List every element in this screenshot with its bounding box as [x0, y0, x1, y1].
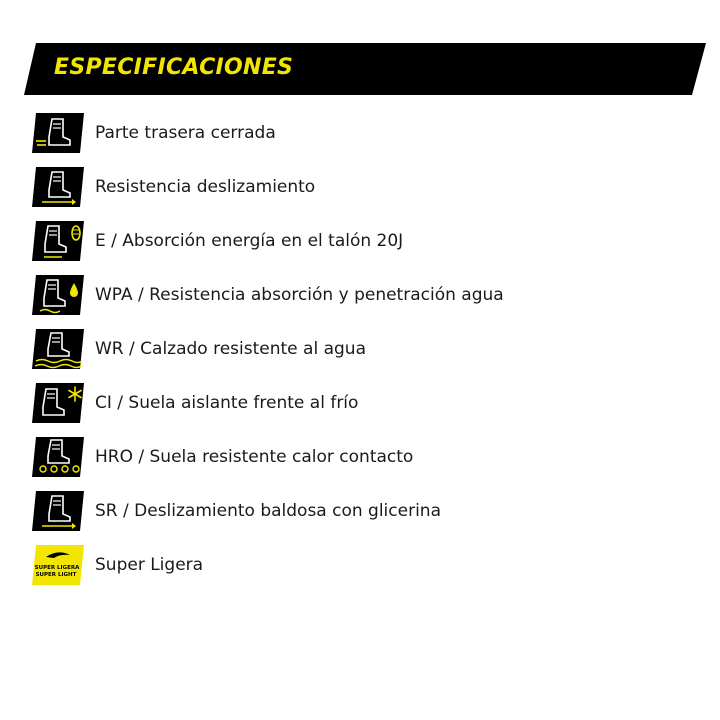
- spec-label: HRO / Suela resistente calor contacto: [95, 447, 414, 467]
- spec-label: Resistencia deslizamiento: [95, 177, 316, 197]
- spec-item-cold-insulation: [32, 383, 672, 423]
- heat-resistant-sole-icon: [32, 437, 84, 477]
- spec-label: WR / Calzado resistente al agua: [95, 339, 366, 359]
- spec-item-super-light: [32, 545, 672, 585]
- closed-back-boot-icon: [32, 113, 84, 153]
- water-penetration-icon: [32, 275, 84, 315]
- section-header: [24, 43, 706, 95]
- spec-item-heel-energy: [32, 221, 672, 261]
- spec-item-water-penetration: [32, 275, 672, 315]
- spec-item-water-resistant: [32, 329, 672, 369]
- super-light-badge-icon: [32, 545, 84, 585]
- spec-label: E / Absorción energía en el talón 20J: [95, 231, 404, 251]
- spec-label: Super Ligera: [95, 555, 204, 575]
- spec-label: SR / Deslizamiento baldosa con glicerina: [95, 501, 441, 521]
- slip-resistance-boot-icon: [32, 167, 84, 207]
- spec-item-glycerine-slip: [32, 491, 672, 531]
- spec-item-closed-back: [32, 113, 672, 153]
- spec-label: Parte trasera cerrada: [95, 123, 276, 143]
- badge-text-line-2: SUPER LIGHT: [35, 572, 77, 578]
- badge-text-line-1: SUPER LIGERA: [34, 565, 80, 571]
- glycerine-slip-icon: [32, 491, 84, 531]
- section-title: ESPECIFICACIONES: [54, 55, 294, 80]
- cold-insulation-icon: [32, 383, 84, 423]
- heel-energy-absorption-icon: [32, 221, 84, 261]
- spec-item-heat-resistant: [32, 437, 672, 477]
- water-resistant-icon: [32, 329, 84, 369]
- spec-label: WPA / Resistencia absorción y penetración agua: [95, 285, 504, 305]
- spec-item-slip-resistance: [32, 167, 672, 207]
- spec-label: CI / Suela aislante frente al frío: [95, 393, 359, 413]
